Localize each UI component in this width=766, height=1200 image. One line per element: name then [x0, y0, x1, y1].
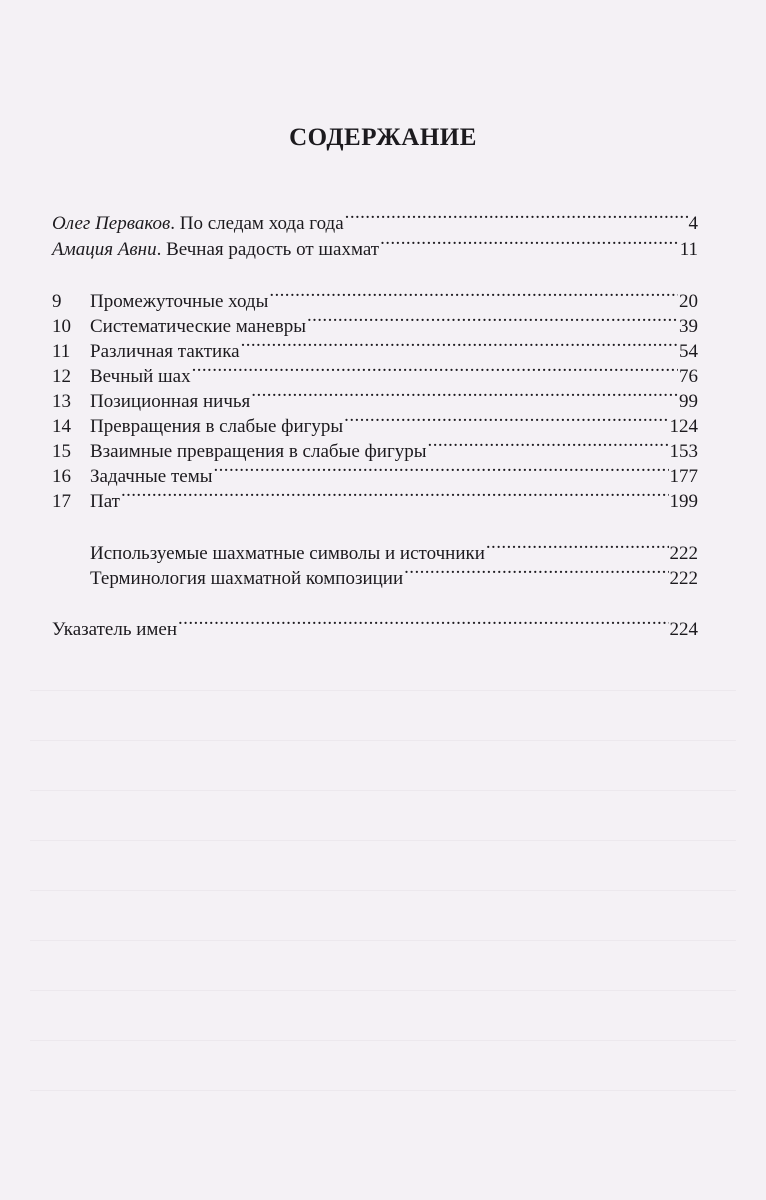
entry-page-number: 11	[679, 239, 698, 260]
chapter-number: 10	[52, 316, 71, 337]
entry-page-number: 224	[669, 619, 698, 640]
entry-page-number: 39	[679, 316, 698, 337]
dot-leader	[251, 383, 678, 407]
dot-leader	[428, 433, 669, 457]
entry-label: Промежуточные ходы	[90, 291, 269, 312]
dot-leader	[192, 358, 678, 382]
entry-label: . Вечная радость от шахмат	[156, 239, 380, 260]
toc-entry-terminology[interactable]	[90, 560, 698, 589]
entry-label: Взаимные превращения в слабые фигуры	[90, 441, 427, 462]
entry-page-number: 99	[679, 391, 698, 412]
entry-page-number: 222	[669, 543, 698, 564]
entry-label: Указатель имен	[52, 619, 178, 640]
dot-leader	[178, 611, 668, 635]
entry-page-number: 222	[669, 568, 698, 589]
toc-entry-intro-2[interactable]	[52, 231, 698, 260]
chapter-number: 17	[52, 491, 71, 512]
dot-leader	[269, 283, 678, 307]
show-through-line	[30, 840, 736, 841]
dot-leader	[307, 308, 678, 332]
entry-page-number: 76	[679, 366, 698, 387]
show-through-line	[30, 740, 736, 741]
entry-label: Терминология шахматной композиции	[90, 568, 404, 589]
show-through-line	[30, 690, 736, 691]
entry-label: Различная тактика	[90, 341, 240, 362]
entry-page-number: 153	[669, 441, 698, 462]
chapter-number: 16	[52, 466, 71, 487]
entry-page-number: 4	[688, 213, 698, 234]
entry-label: Превращения в слабые фигуры	[90, 416, 344, 437]
dot-leader	[486, 535, 669, 559]
entry-label: Используемые шахматные символы и источники	[90, 543, 485, 564]
toc-entry-chapter-17[interactable]	[52, 483, 698, 512]
chapter-number: 14	[52, 416, 71, 437]
show-through-line	[30, 1040, 736, 1041]
dot-leader	[380, 231, 679, 255]
chapter-number: 12	[52, 366, 71, 387]
entry-author: Амация Авни	[52, 239, 157, 260]
show-through-line	[30, 1090, 736, 1091]
chapter-number: 9	[52, 291, 62, 312]
entry-label: Позиционная ничья	[90, 391, 251, 412]
chapter-number: 13	[52, 391, 71, 412]
dot-leader	[345, 205, 688, 229]
toc-entry-intro-1[interactable]	[52, 205, 698, 234]
chapter-number: 15	[52, 441, 71, 462]
entry-label: Вечный шах	[90, 366, 191, 387]
toc-entry-chapter-13[interactable]	[52, 383, 698, 412]
entry-page-number: 177	[669, 466, 698, 487]
entry-page-number: 124	[669, 416, 698, 437]
entry-page-number: 20	[679, 291, 698, 312]
toc-entry-chapter-12[interactable]	[52, 358, 698, 387]
toc-entry-chapter-10[interactable]	[52, 308, 698, 337]
show-through-line	[30, 990, 736, 991]
show-through-line	[30, 790, 736, 791]
dot-leader	[121, 483, 669, 507]
toc-entry-chapter-14[interactable]	[52, 408, 698, 437]
dot-leader	[344, 408, 668, 432]
chapter-number: 11	[52, 341, 71, 362]
toc-entry-chapter-16[interactable]	[52, 458, 698, 487]
page-title: СОДЕРЖАНИЕ	[289, 124, 477, 151]
dot-leader	[404, 560, 668, 584]
toc-entry-chapter-9[interactable]	[52, 283, 698, 312]
show-through-line	[30, 940, 736, 941]
entry-page-number: 54	[679, 341, 698, 362]
dot-leader	[214, 458, 669, 482]
toc-entry-name-index[interactable]	[52, 611, 698, 640]
toc-entry-chapter-15[interactable]	[52, 433, 698, 462]
entry-author: Олег Перваков	[52, 213, 171, 234]
entry-label: Систематические маневры	[90, 316, 306, 337]
toc-entry-chapter-11[interactable]	[52, 333, 698, 362]
dot-leader	[241, 333, 678, 357]
toc-entry-symbols[interactable]	[90, 535, 698, 564]
entry-label: Пат	[90, 491, 120, 512]
show-through-line	[30, 890, 736, 891]
entry-label: Задачные темы	[90, 466, 213, 487]
entry-page-number: 199	[669, 491, 698, 512]
entry-label: . По следам хода года	[170, 213, 344, 234]
